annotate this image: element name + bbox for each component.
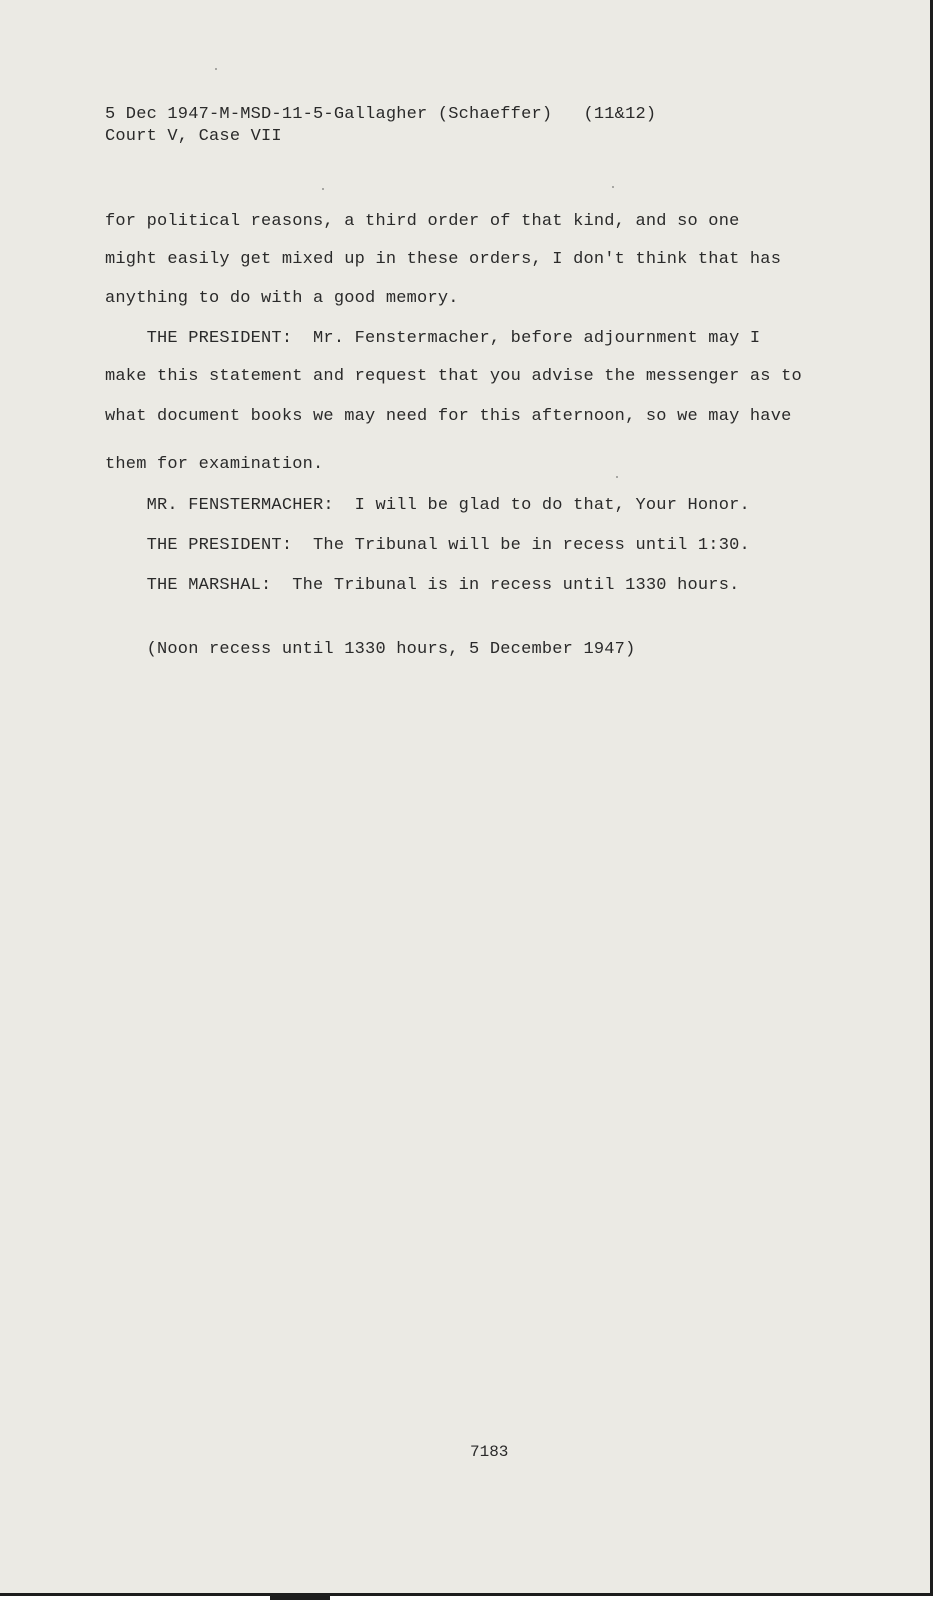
transcript-line: make this statement and request that you advise the messenger as to: [105, 367, 802, 386]
paper-speck: [322, 188, 324, 190]
transcript-line: what document books we may need for this afternoon, so we may have: [105, 407, 792, 426]
transcript-line: might easily get mixed up in these orders, I don't think that has: [105, 250, 782, 269]
header-court-case-line: Court V, Case VII: [105, 127, 282, 146]
page-number: 7183: [470, 1443, 509, 1461]
paper-speck: [215, 68, 217, 70]
speaker-line-president: THE PRESIDENT: The Tribunal will be in recess until 1:30.: [105, 536, 750, 555]
speaker-line-president: THE PRESIDENT: Mr. Fenstermacher, before adjournment may I: [105, 329, 761, 348]
transcript-line: anything to do with a good memory.: [105, 289, 459, 308]
paper-speck: [612, 186, 614, 188]
paper-speck: [616, 476, 618, 478]
scan-edge-mark: [270, 1596, 330, 1600]
transcript-line: them for examination.: [105, 455, 324, 474]
speaker-line-marshal: THE MARSHAL: The Tribunal is in recess until 1330 hours.: [105, 576, 740, 595]
transcript-line: for political reasons, a third order of that kind, and so one: [105, 212, 740, 231]
speaker-line-fenstermacher: MR. FENSTERMACHER: I will be glad to do that, Your Honor.: [105, 496, 750, 515]
header-reference-line: 5 Dec 1947-M-MSD-11-5-Gallagher (Schaeffer) (11&12): [105, 105, 657, 124]
recess-note: (Noon recess until 1330 hours, 5 December 1947): [105, 640, 636, 659]
